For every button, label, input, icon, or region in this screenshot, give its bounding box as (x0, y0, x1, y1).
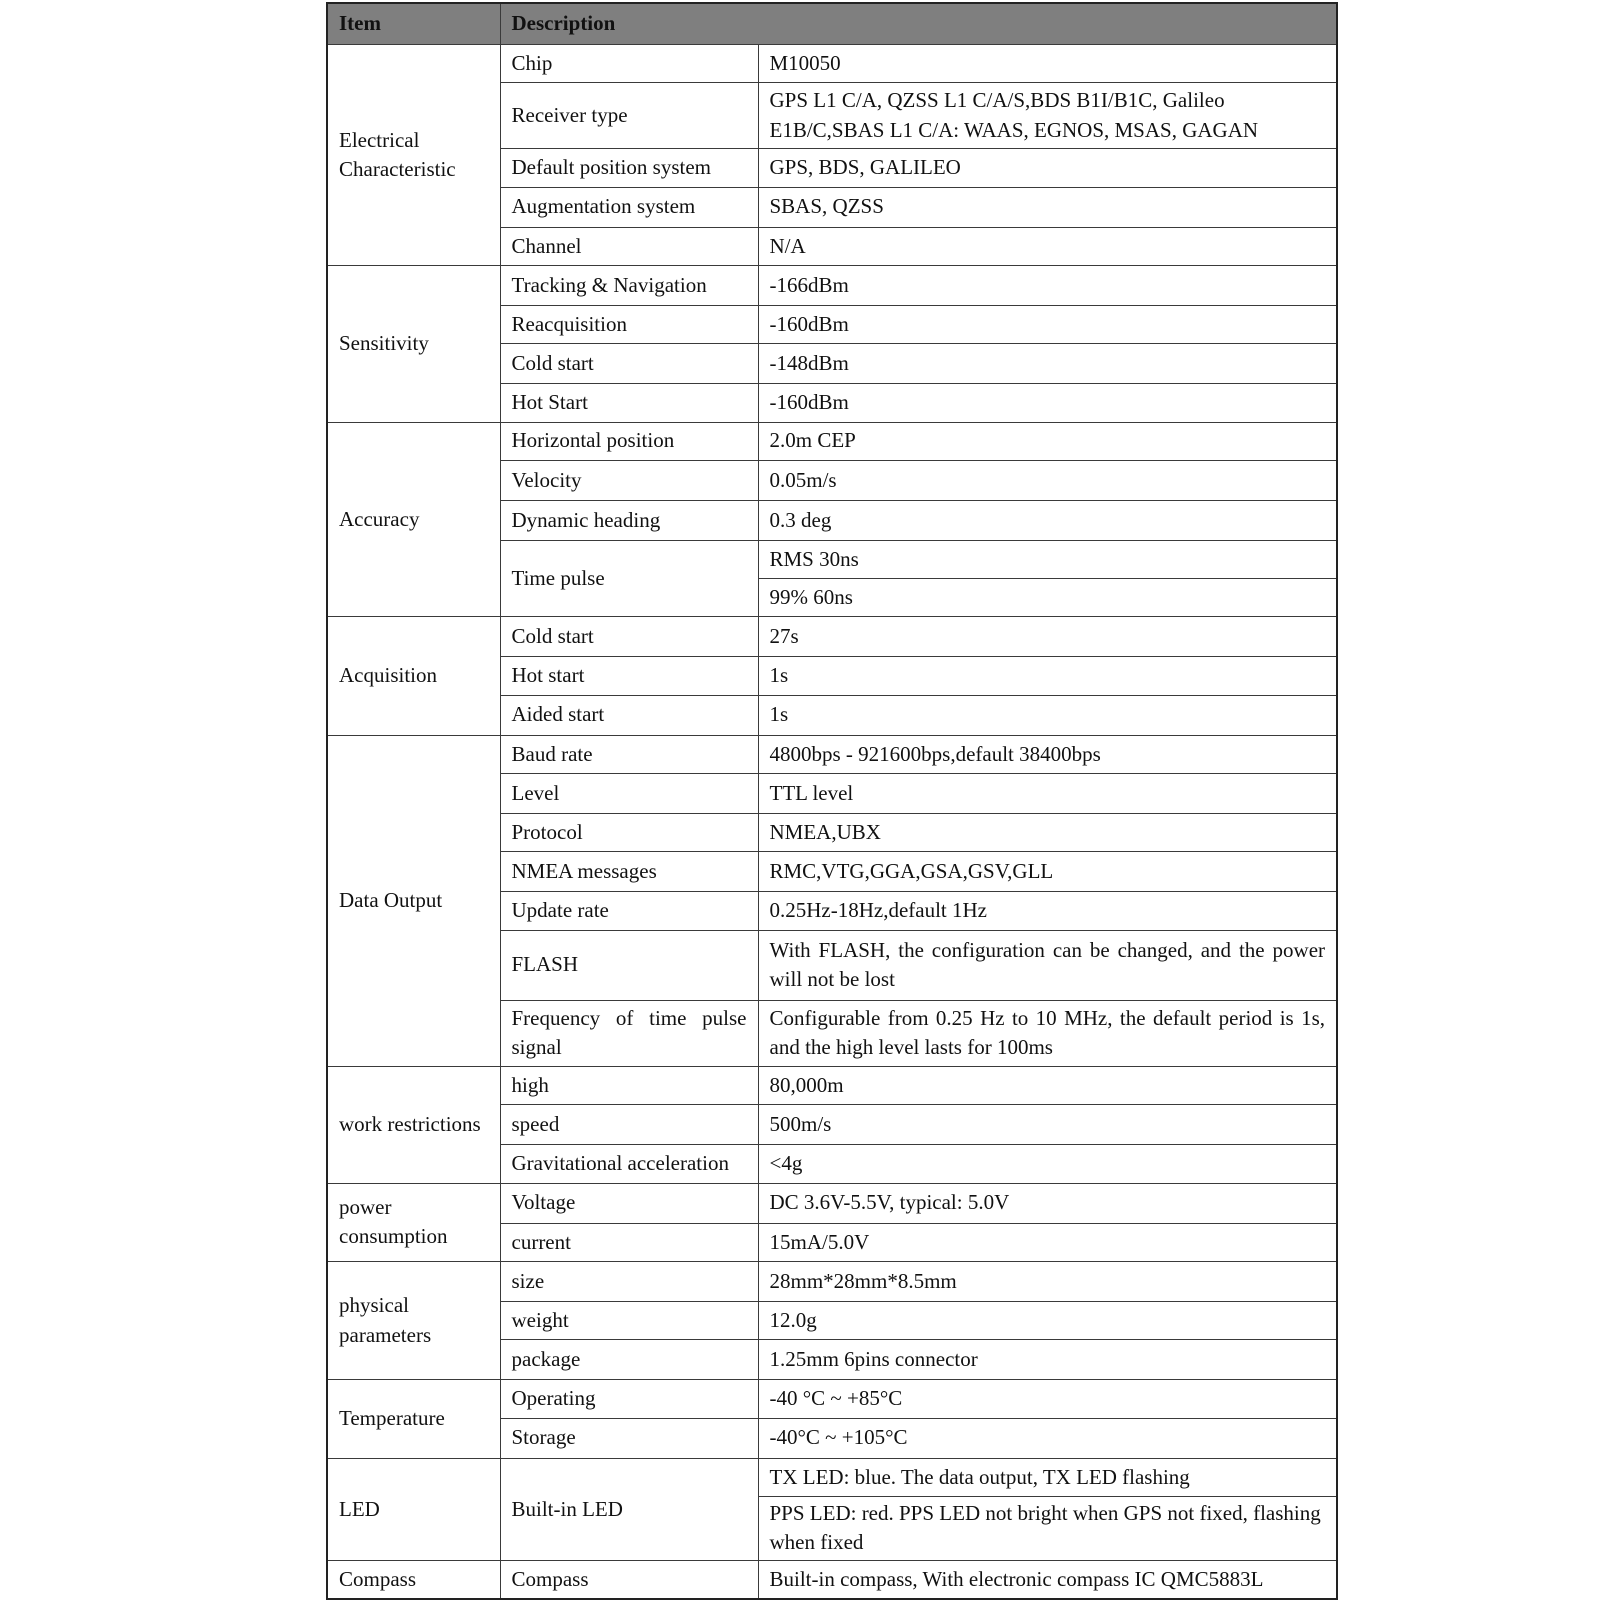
param-name: Time pulse (500, 540, 758, 616)
param-value: -166dBm (758, 265, 1337, 305)
header-description: Description (500, 3, 1337, 45)
table-row (327, 45, 1337, 83)
param-value: 0.05m/s (758, 460, 1337, 500)
table-row (327, 1561, 1337, 1599)
group-accuracy: Accuracy (327, 422, 500, 617)
param-name: package (500, 1340, 758, 1380)
table-row (327, 1380, 1337, 1418)
param-name: speed (500, 1105, 758, 1145)
param-value: -160dBm (758, 306, 1337, 344)
table-row (327, 735, 1337, 773)
group-led: LED (327, 1458, 500, 1560)
param-name: Horizontal position (500, 422, 758, 460)
group-power-consumption: power consumption (327, 1183, 500, 1261)
param-value: With FLASH, the configuration can be changed, and the power will not be lost (758, 930, 1337, 1000)
param-name: Baud rate (500, 735, 758, 773)
table-row (327, 617, 1337, 657)
table-row (327, 1183, 1337, 1223)
param-value: 28mm*28mm*8.5mm (758, 1261, 1337, 1301)
param-value: 12.0g (758, 1302, 1337, 1340)
param-value: 0.3 deg (758, 500, 1337, 540)
param-value: GPS L1 C/A, QZSS L1 C/A/S,BDS B1I/B1C, Galileo E1B/C,SBAS L1 C/A: WAAS, EGNOS, MSAS, GAGAN (758, 83, 1337, 149)
param-value: -148dBm (758, 344, 1337, 384)
param-name: Update rate (500, 892, 758, 930)
param-name: Channel (500, 227, 758, 265)
param-value: TTL level (758, 773, 1337, 813)
param-name: Cold start (500, 344, 758, 384)
group-physical-parameters: physical parameters (327, 1261, 500, 1379)
table-row (327, 265, 1337, 305)
table-row (327, 1261, 1337, 1301)
group-work-restrictions: work restrictions (327, 1067, 500, 1183)
param-name: Velocity (500, 460, 758, 500)
param-value: PPS LED: red. PPS LED not bright when GPS not fixed, flashing when fixed (758, 1496, 1337, 1560)
header-row (327, 3, 1337, 45)
param-value: Configurable from 0.25 Hz to 10 MHz, the default period is 1s, and the high level lasts for 100ms (758, 1000, 1337, 1066)
param-value: 1s (758, 695, 1337, 735)
param-name: Reacquisition (500, 306, 758, 344)
param-name: current (500, 1223, 758, 1261)
param-name: Tracking & Navigation (500, 265, 758, 305)
param-name: weight (500, 1302, 758, 1340)
param-name: Operating (500, 1380, 758, 1418)
param-value: GPS, BDS, GALILEO (758, 149, 1337, 187)
header-item: Item (327, 3, 500, 45)
table-row (327, 1458, 1337, 1496)
param-name: Built-in LED (500, 1458, 758, 1560)
param-name: Cold start (500, 617, 758, 657)
param-name: NMEA messages (500, 852, 758, 892)
param-value: 80,000m (758, 1067, 1337, 1105)
param-name: Storage (500, 1418, 758, 1458)
group-sensitivity: Sensitivity (327, 265, 500, 422)
spec-table (326, 2, 1338, 1600)
param-name: Augmentation system (500, 187, 758, 227)
group-data-output: Data Output (327, 735, 500, 1066)
param-value: N/A (758, 227, 1337, 265)
param-name: Aided start (500, 695, 758, 735)
param-value: DC 3.6V-5.5V, typical: 5.0V (758, 1183, 1337, 1223)
param-name: FLASH (500, 930, 758, 1000)
param-value: M10050 (758, 45, 1337, 83)
param-value: 4800bps - 921600bps,default 38400bps (758, 735, 1337, 773)
param-value: -160dBm (758, 384, 1337, 422)
param-value: 500m/s (758, 1105, 1337, 1145)
param-name: Chip (500, 45, 758, 83)
param-name: Gravitational acceleration (500, 1145, 758, 1183)
param-value: Built-in compass, With electronic compass IC QMC5883L (758, 1561, 1337, 1599)
group-compass: Compass (327, 1561, 500, 1599)
param-name: Default position system (500, 149, 758, 187)
group-acquisition: Acquisition (327, 617, 500, 735)
param-value: 2.0m CEP (758, 422, 1337, 460)
table-row (327, 1067, 1337, 1105)
param-name: Frequency of time pulse signal (500, 1000, 758, 1066)
param-value: 1.25mm 6pins connector (758, 1340, 1337, 1380)
param-name: Compass (500, 1561, 758, 1599)
param-value: -40°C ~ +105°C (758, 1418, 1337, 1458)
param-name: Receiver type (500, 83, 758, 149)
group-electrical-characteristic: Electrical Characteristic (327, 45, 500, 266)
param-name: high (500, 1067, 758, 1105)
table-row (327, 422, 1337, 460)
param-value: TX LED: blue. The data output, TX LED flashing (758, 1458, 1337, 1496)
param-value: 1s (758, 657, 1337, 695)
param-name: Protocol (500, 814, 758, 852)
param-value: 27s (758, 617, 1337, 657)
param-value: 15mA/5.0V (758, 1223, 1337, 1261)
param-name: Hot Start (500, 384, 758, 422)
param-name: Level (500, 773, 758, 813)
param-value: NMEA,UBX (758, 814, 1337, 852)
param-value: 0.25Hz-18Hz,default 1Hz (758, 892, 1337, 930)
param-name: Dynamic heading (500, 500, 758, 540)
param-value: SBAS, QZSS (758, 187, 1337, 227)
param-value: -40 °C ~ +85°C (758, 1380, 1337, 1418)
param-value: <4g (758, 1145, 1337, 1183)
param-value: RMC,VTG,GGA,GSA,GSV,GLL (758, 852, 1337, 892)
group-temperature: Temperature (327, 1380, 500, 1458)
param-value: RMS 30ns (758, 540, 1337, 578)
param-value: 99% 60ns (758, 579, 1337, 617)
param-name: size (500, 1261, 758, 1301)
spec-body (327, 45, 1337, 1600)
param-name: Voltage (500, 1183, 758, 1223)
param-name: Hot start (500, 657, 758, 695)
